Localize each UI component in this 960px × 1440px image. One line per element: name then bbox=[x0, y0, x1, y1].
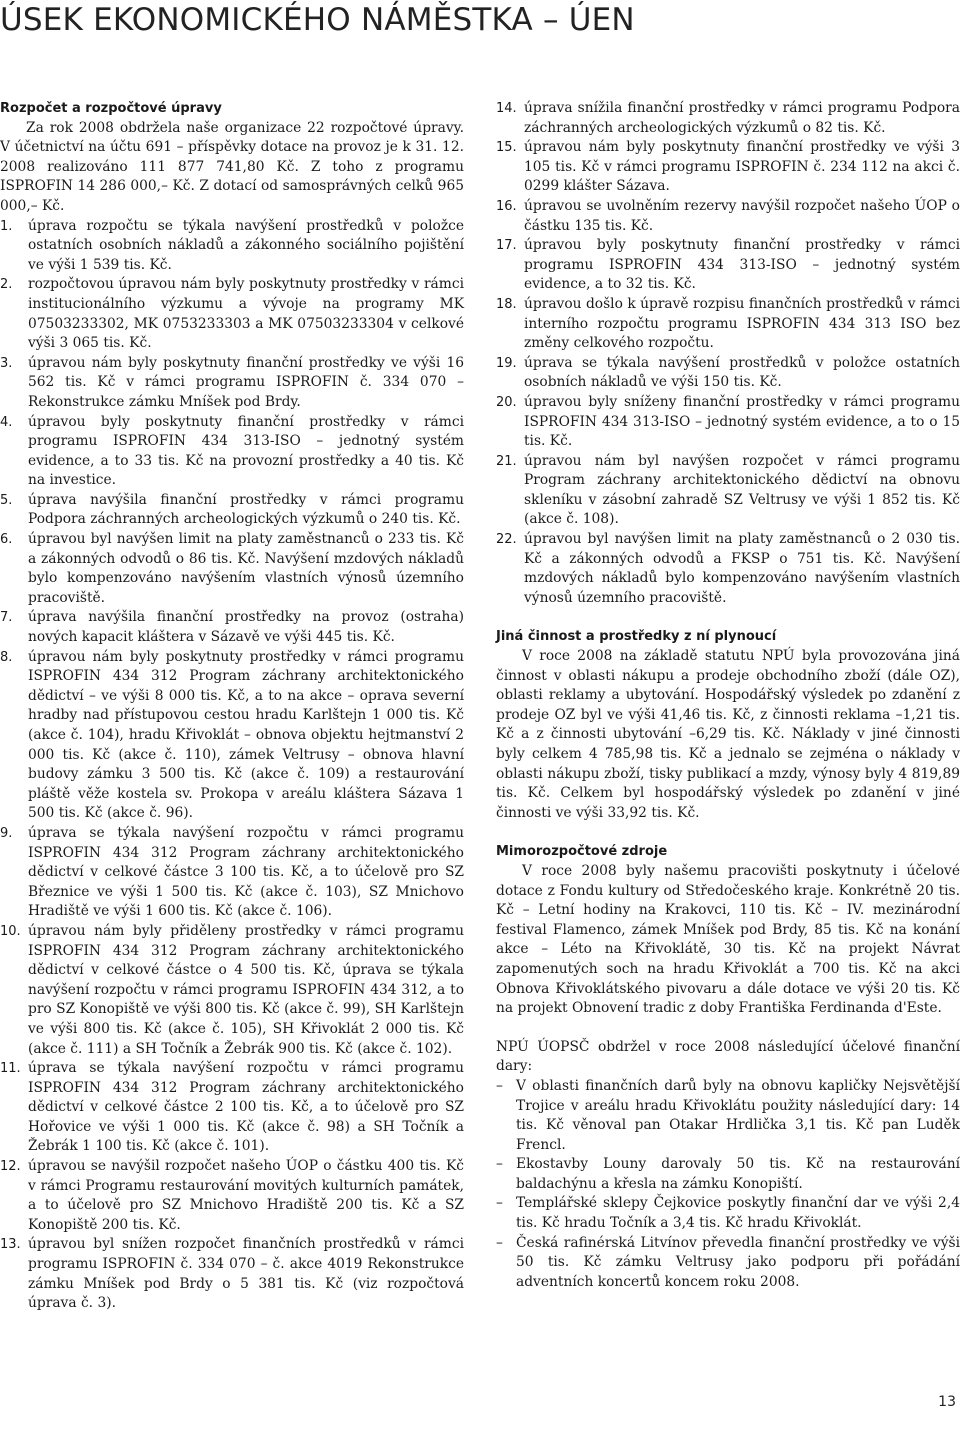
list-item bbox=[0, 354, 464, 413]
list-item-number: 11. bbox=[0, 1061, 21, 1077]
list-item bbox=[496, 295, 960, 354]
list-item: – Templářské sklepy Čejkovice poskytly finanční dar ve výši 2,4 tis. Kč hradu Točník a 3,4 tis. Kč hradu Křivoklát. bbox=[496, 1195, 960, 1232]
list-item-text: úprava se týkala navýšení prostředků v položce ostatních osobních nákladů ve výši 150 tis. Kč. bbox=[524, 354, 960, 391]
list-item-text: úpravou nám byl navýšen rozpočet v rámci programu Program záchrany architektonického dědictví na obnovu skleníku v zásobní zahradě SZ Veltrusy ve výši 1 852 tis. Kč (akce č. 108). bbox=[524, 452, 960, 528]
list-item-text: Templářské sklepy Čejkovice poskytly finanční dar ve výši 2,4 tis. Kč hradu Točník a 3,4 tis. Kč hradu Křivoklát. bbox=[516, 1195, 960, 1232]
extra-budget-paragraph: V roce 2008 byly našemu pracovišti poskytnuty i účelové dotace z Fondu kultury od Středočeského kraje. Konkrétně 20 tis. Kč – Letní hodiny na Krakovci, 110 tis. Kč – IV. mezinárodní festival Flamenco, zámek Mníšek pod Brdy, 85 tis. Kč na konání akce – Léto na Křivoklátě, 30 tis. Kč na projekt Návrat zapomenutých soch na hradu Křivoklát a 700 tis. Kč na akci Obnova Křivoklátského pivovaru a dále dotace ve výši 20 tis. Kč na projekt Obnovení tradic z doby Františka Ferdinanda d'Este. bbox=[496, 862, 960, 1017]
list-item-number: 8. bbox=[0, 649, 13, 665]
list-item bbox=[0, 648, 464, 824]
gifts-list bbox=[496, 1077, 960, 1293]
right-column bbox=[496, 99, 960, 1292]
list-item bbox=[0, 275, 464, 353]
list-item-number: 9. bbox=[0, 825, 13, 841]
budget-adjustments-list-right bbox=[496, 99, 960, 608]
list-item-text: úpravou nám byly poskytnuty prostředky v rámci programu ISPROFIN 434 312 Program záchrany architektonického dědictví – ve výši 8 000 tis. Kč, a to na akce – oprava severní hradby nad přístupovou cestou hradu Karlštejn 1 000 tis. Kč (akce č. 104), hradu Křivoklát – obnova objektu hejtmanství 2 000 tis. Kč (akce č. 110), zámek Veltrusy – obnova hlavní budovy zámku 3 500 tis. Kč (akce č. 109) a restaurování pláště věže kostela sv. Prokopa v areálu kláštera Sázava 1 500 tis. Kč (akce č. 96). bbox=[28, 648, 464, 822]
list-item-text: úpravou byly poskytnuty finanční prostředky v rámci programu ISPROFIN 434 313-ISO – jednotný systém evidence, a to 32 tis. Kč. bbox=[524, 237, 960, 293]
list-item-text: úpravou nám byly poskytnuty finanční prostředky ve výši 3 105 tis. Kč v rámci programu ISPROFIN č. 234 112 na akci č. 0299 klášter Sázava. bbox=[524, 139, 960, 195]
list-item-text: úprava navýšila finanční prostředky na provoz (ostraha) nových kapacit kláštera v Sázavě ve výši 445 tis. Kč. bbox=[28, 609, 464, 646]
list-item-text: úprava navýšila finanční prostředky v rámci programu Podpora záchranných archeologických výzkumů o 240 tis. Kč. bbox=[28, 491, 464, 528]
section-heading-extra-budget: Mimorozpočtové zdroje bbox=[496, 844, 668, 860]
list-item bbox=[0, 413, 464, 491]
list-item-text: Ekostavby Louny darovaly 50 tis. Kč na restaurování baldachýnu a křesla na zámku Konopiští. bbox=[516, 1156, 960, 1192]
list-item-text: úpravou nám byly přiděleny prostředky v rámci programu ISPROFIN 434 312 Program záchrany architektonického dědictví v celkové částce o 4 500 tis. Kč, úprava se týkala navýšení rozpočtu v rámci programu ISPROFIN 434 312, a to pro SZ Konopiště ve výši 800 tis. Kč (akce č. 99), SH Karlštejn ve výši 800 tis. Kč (akce č. 105), SH Křivoklát 2 000 tis. Kč (akce č. 111) a SH Točník a Žebrák 900 tis. Kč (akce č. 102). bbox=[28, 922, 464, 1057]
list-item-number: 10. bbox=[0, 923, 21, 939]
list-item-text: Česká rafinérská Litvínov převedla finanční prostředky ve výši 50 tis. Kč zámku Veltrusy jako podporu při pořádání adventních koncertů koncem roku 2008. bbox=[516, 1234, 960, 1290]
list-item-number: 12. bbox=[0, 1159, 21, 1175]
list-item-text: úpravou byl navýšen limit na platy zaměstnanců o 233 tis. Kč a zákonných odvodů o 86 tis. Kč. Navýšení mzdových nákladů bylo kompenzováno navýšením vlastních výnosů územního pracoviště. bbox=[28, 531, 464, 606]
list-item-text: úprava rozpočtu se týkala navýšení prostředků v položce ostatních osobních nákladů a zákonného sociálního pojištění ve výši 1 539 tis. Kč. bbox=[28, 217, 464, 273]
list-item-number: 6. bbox=[0, 532, 13, 548]
list-item bbox=[0, 824, 464, 922]
list-item bbox=[496, 354, 960, 393]
list-item-text: rozpočtovou úpravou nám byly poskytnuty prostředky v rámci institucionálního výzkumu a vývoje na programy MK 07503233302, MK 0753233303 a MK 07503233304 v celkové výši 3 065 tis. Kč. bbox=[28, 276, 464, 352]
page-number: 13 bbox=[938, 1394, 956, 1410]
budget-intro-paragraph: Za rok 2008 obdržela naše organizace 22 rozpočtové úpravy. V účetnictví na účtu 691 – příspěvky dotace na provoz je k 31. 12. 2008 realizováno 111 877 741,80 Kč. Z toho z programu ISPROFIN 14 286 000,– Kč. Z dotací od samosprávných celků 965 000,– Kč. bbox=[0, 119, 464, 214]
left-column bbox=[0, 99, 464, 1314]
page-title: ÚSEK EKONOMICKÉHO NÁMĚSTKA – ÚEN bbox=[0, 2, 635, 38]
list-item-number: 2. bbox=[0, 277, 13, 293]
list-item: – V oblasti finančních darů byly na obnovu kapličky Nejsvětější Trojice v areálu hradu Křivoklátu použity následující dary: 14 tis. Kč věnoval pan Otakar Hrdlička 3,1 tis. Kč pan Luděk Frencl. bbox=[496, 1077, 960, 1153]
list-item-text: úprava se týkala navýšení rozpočtu v rámci programu ISPROFIN 434 312 Program záchrany architektonického dědictví v celkové částce 2 100 tis. Kč, a to účelově pro SZ Hořovice ve výši 1 000 tis. Kč (akce č. 98) a SH Točník a Žebrák 1 100 tis. Kč (akce č. 101). bbox=[28, 1060, 464, 1155]
list-item-text: úpravou došlo k úpravě rozpisu finančních prostředků v rámci interního rozpočtu programu ISPROFIN 434 313 ISO bez změny celkového rozpočtu. bbox=[524, 295, 960, 352]
list-item-text: úpravou nám byly poskytnuty finanční prostředky ve výši 16 562 tis. Kč v rámci programu ISPROFIN č. 334 070 – Rekonstrukce zámku Mníšek pod Brdy. bbox=[28, 354, 464, 410]
list-item bbox=[0, 1235, 464, 1313]
list-item bbox=[496, 530, 960, 608]
list-item bbox=[0, 217, 464, 276]
section-heading-other-activity: Jiná činnost a prostředky z ní plynoucí bbox=[496, 629, 777, 645]
list-item-number: 7. bbox=[0, 610, 13, 626]
list-item bbox=[496, 138, 960, 197]
list-item-text: úpravou byly poskytnuty finanční prostředky v rámci programu ISPROFIN 434 313-ISO – jednotný systém evidence, a to 33 tis. Kč na provozní prostředky a 40 tis. Kč na investice. bbox=[28, 413, 464, 489]
list-item-number: 20. bbox=[496, 394, 517, 410]
list-item-text: úpravou byl navýšen limit na platy zaměstnanců o 2 030 tis. Kč a zákonných odvodů a FKSP o 751 tis. Kč. Navýšení mzdových nákladů bylo kompenzováno navýšením vlastních výnosů územního pracoviště. bbox=[524, 531, 960, 606]
list-item bbox=[0, 1059, 464, 1157]
list-item bbox=[0, 491, 464, 530]
list-item-number: 5. bbox=[0, 492, 13, 508]
list-item-text: úprava se týkala navýšení rozpočtu v rámci programu ISPROFIN 434 312 Program záchrany architektonického dědictví v celkové částce 3 100 tis. Kč, a to účelově pro SZ Březnice ve výši 1 500 tis. Kč (akce č. 103), SZ Mnichovo Hradiště ve výši 1 600 tis. Kč (akce č. 106). bbox=[28, 824, 464, 920]
list-item bbox=[496, 452, 960, 530]
list-item-number: 16. bbox=[496, 198, 517, 214]
list-item-number: 3. bbox=[0, 355, 13, 371]
list-item bbox=[496, 197, 960, 236]
list-item bbox=[496, 236, 960, 295]
list-item-text: úprava snížila finanční prostředky v rámci programu Podpora záchranných archeologických výzkumů o 82 tis. Kč. bbox=[524, 100, 960, 136]
list-item-number: 1. bbox=[0, 218, 13, 234]
list-item-text: úpravou byl snížen rozpočet finančních prostředků v rámci programu ISPROFIN č. 334 070 – č. akce 4019 Rekonstrukce zámku Mníšek pod Brdy o 5 381 tis. Kč (viz rozpočtová úprava č. 3). bbox=[28, 1236, 464, 1312]
list-item-text: úpravou byly sníženy finanční prostředky v rámci programu ISPROFIN 434 313-ISO – jednotný systém evidence, a to o 15 tis. Kč. bbox=[524, 393, 960, 450]
list-item-number: 13. bbox=[0, 1237, 21, 1253]
section-heading-budget: Rozpočet a rozpočtové úpravy bbox=[0, 101, 222, 116]
list-item-number: 21. bbox=[496, 453, 517, 469]
list-item: – Ekostavby Louny darovaly 50 tis. Kč na restaurování baldachýnu a křesla na zámku Konopiští. bbox=[496, 1156, 960, 1192]
gifts-intro: NPÚ ÚOPSČ obdržel v roce 2008 následující účelové finanční dary: bbox=[496, 1038, 960, 1075]
list-item-number: 18. bbox=[496, 296, 517, 312]
list-item-number: 14. bbox=[496, 101, 517, 116]
list-item bbox=[496, 99, 960, 138]
other-activity-paragraph: V roce 2008 na základě statutu NPÚ byla provozována jiná činnost v oblasti nákupu a prodeje obchodního zboží (dále OZ), oblasti reklamy a ubytování. Hospodářský výsledek po zdanění z prodeje OZ byl ve výši 41,46 tis. Kč, z činnosti reklama –1,21 tis. Kč a z činnosti ubytování –6,29 tis. Kč. Náklady v jiné činnosti byly celkem 4 785,98 tis. Kč a jednalo se zejména o náklady v oblasti nákupu zboží, tisky publikací a mzdy, výnosy byly 4 819,89 tis. Kč. Celkem byl hospodářský výsledek po zdanění v jiné činnosti ve výši 33,92 tis. Kč. bbox=[496, 648, 960, 821]
list-item-number: 15. bbox=[496, 140, 517, 156]
list-item: – Česká rafinérská Litvínov převedla finanční prostředky ve výši 50 tis. Kč zámku Veltrusy jako podporu při pořádání adventních koncertů koncem roku 2008. bbox=[496, 1234, 960, 1290]
list-item-number: 17. bbox=[496, 238, 517, 254]
list-item-number: 19. bbox=[496, 355, 517, 371]
list-item-text: úpravou se navýšil rozpočet našeho ÚOP o částku 400 tis. Kč v rámci Programu restaurování movitých kulturních památek, a to účelově pro SZ Mnichovo Hradiště 200 tis. Kč a SZ Konopiště 200 tis. Kč. bbox=[28, 1158, 464, 1233]
list-item-text: V oblasti finančních darů byly na obnovu kapličky Nejsvětější Trojice v areálu hradu Křivoklátu použity následující dary: 14 tis. Kč věnoval pan Otakar Hrdlička 3,1 tis. Kč pan Luděk Frencl. bbox=[516, 1077, 960, 1153]
list-item bbox=[0, 922, 464, 1059]
budget-adjustments-list-left bbox=[0, 217, 464, 1314]
list-item bbox=[0, 530, 464, 608]
list-item-number: 4. bbox=[0, 414, 13, 430]
list-item bbox=[496, 393, 960, 452]
list-item-number: 22. bbox=[496, 532, 517, 548]
list-item bbox=[0, 1157, 464, 1235]
list-item bbox=[0, 608, 464, 647]
list-item-text: úpravou se uvolněním rezervy navýšil rozpočet našeho ÚOP o částku 135 tis. Kč. bbox=[524, 197, 960, 234]
